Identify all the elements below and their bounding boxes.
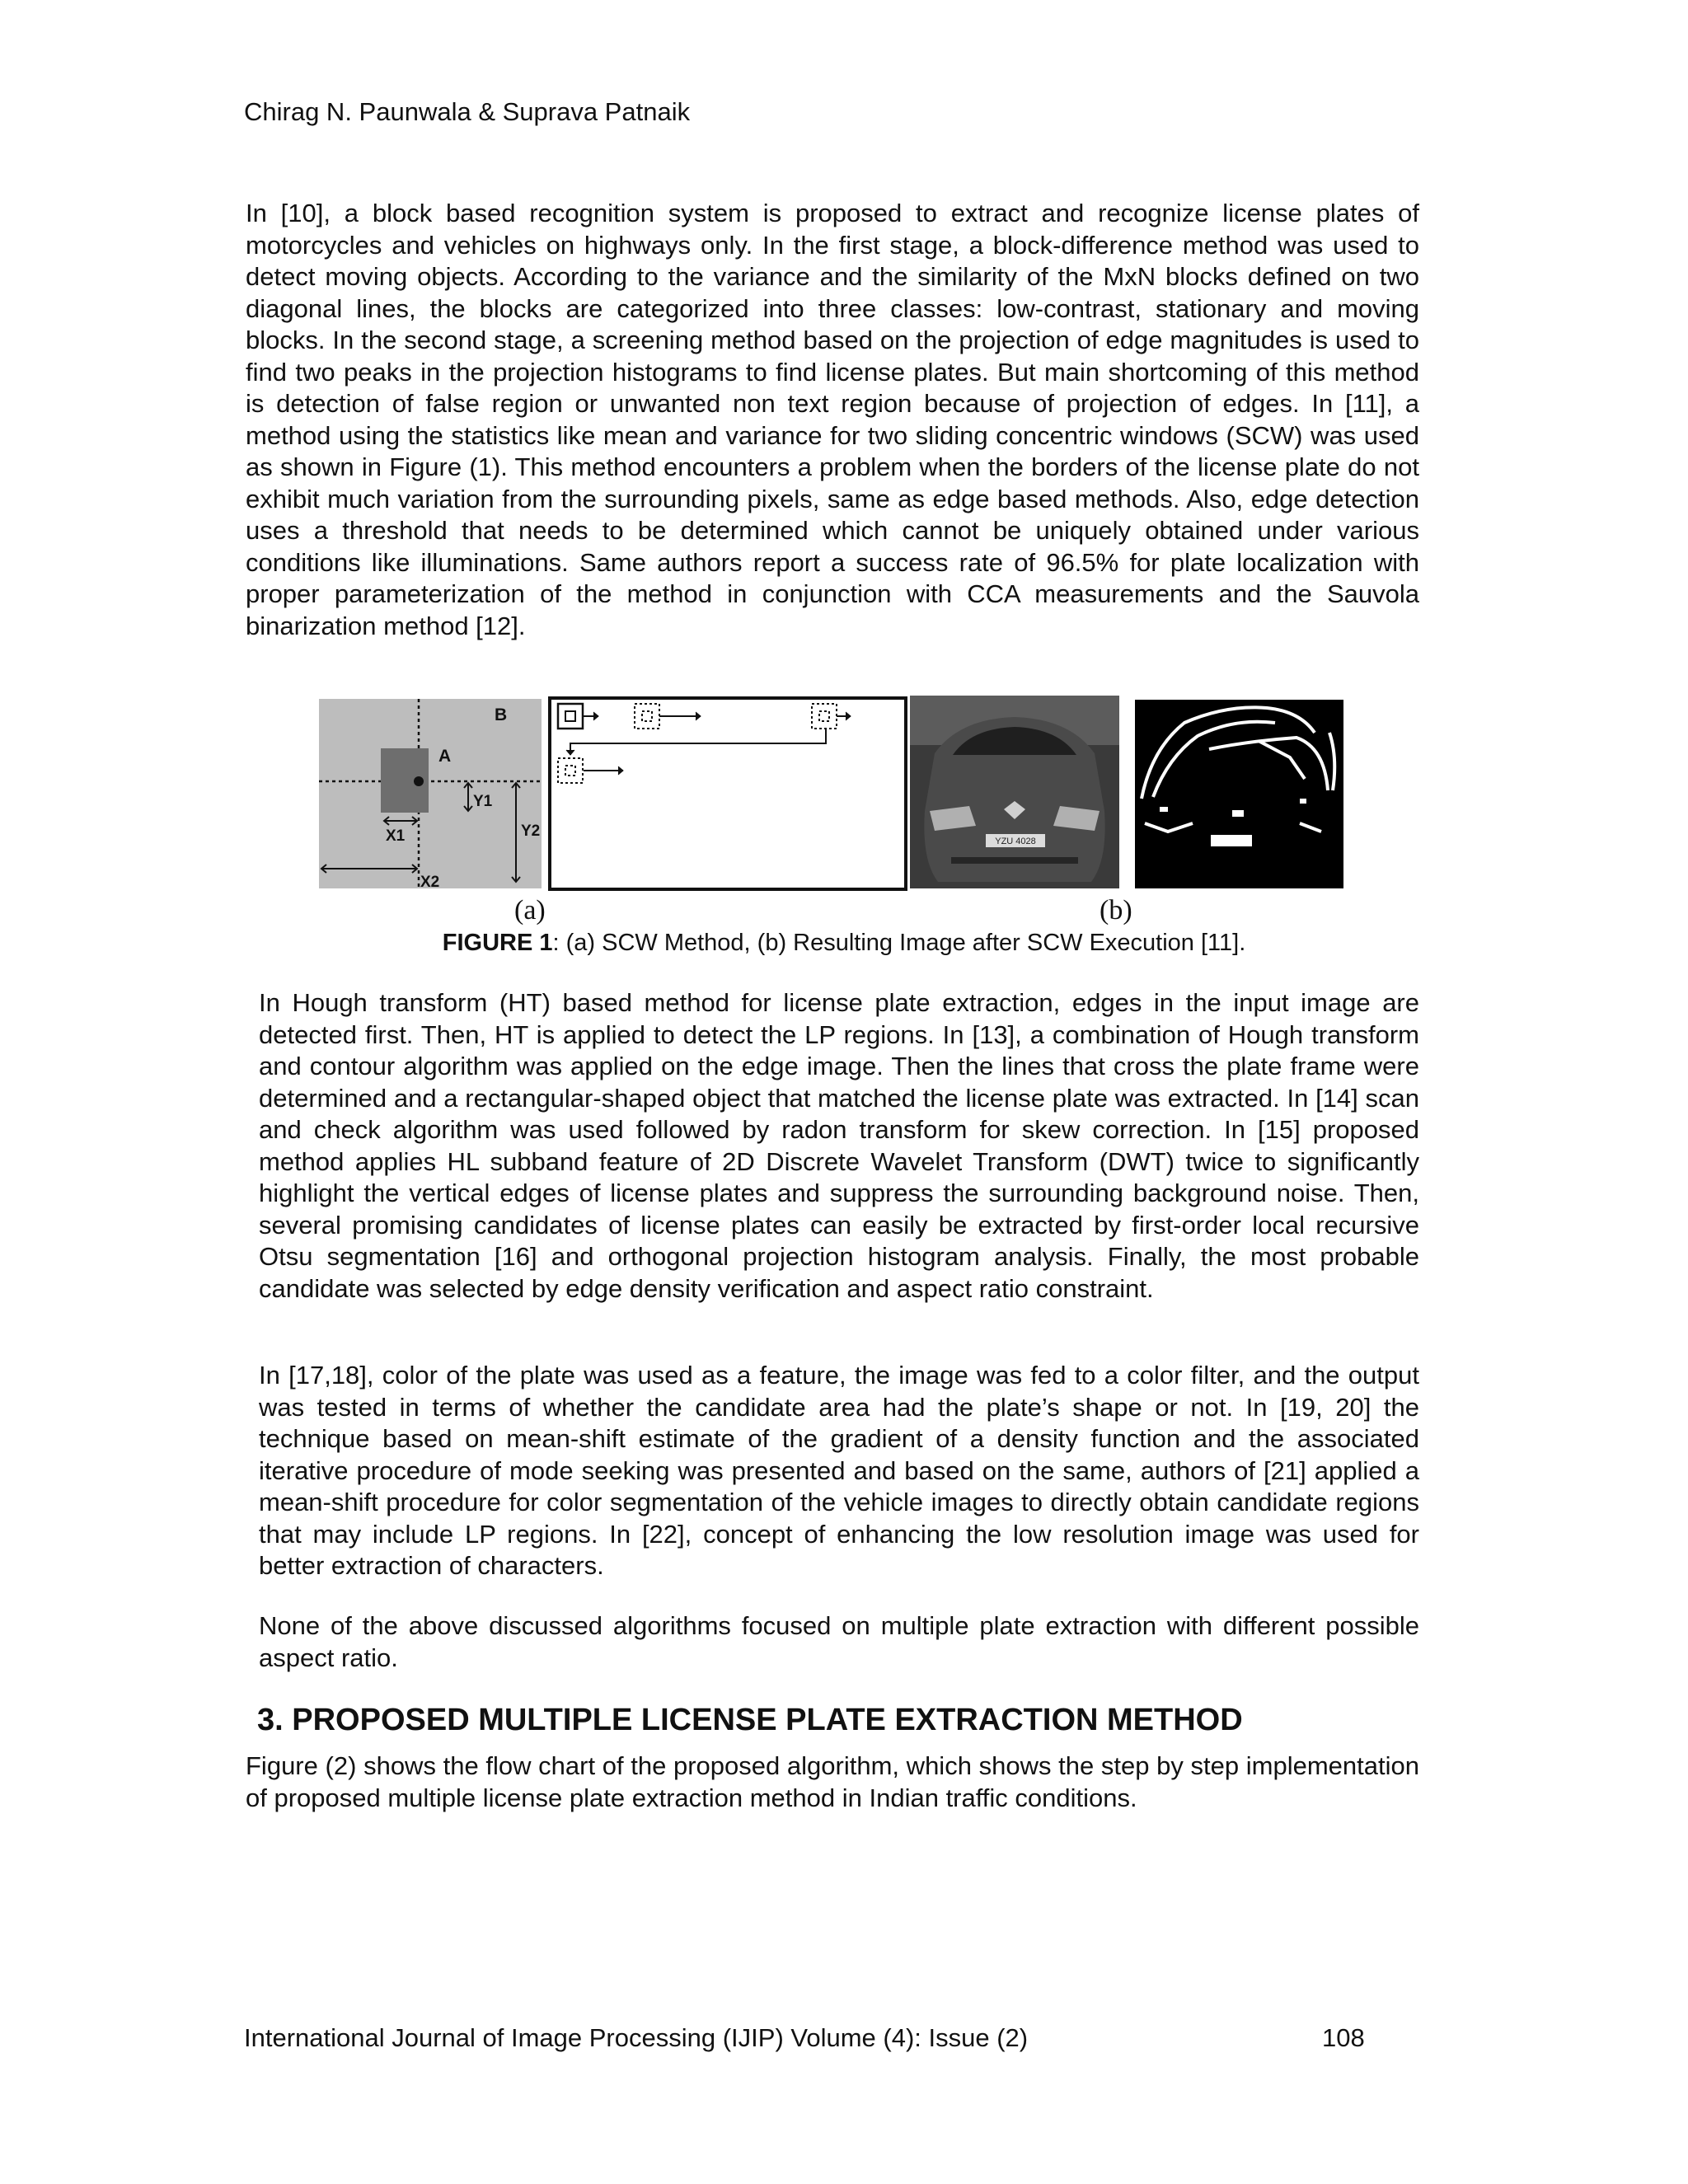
car-photo [910, 696, 1119, 888]
figure-label-a: (a) [514, 895, 546, 926]
footer-journal-name: International Journal of Image Processing (IJIP) Volume (4): Issue (2) [244, 2023, 1029, 2052]
figure-1 [315, 696, 1352, 893]
label-x2: X2 [420, 874, 440, 891]
paragraph-block-based-recognition: In [10], a block based recognition system is proposed to extract and recognize license plates of motorcycles and vehicles on highways only. In the first stage, a block-difference method was used to detect moving objects. According to the variance and the similarity of the MxN blocks defined on two diagonal lines, the blocks are categorized into three classes: low-contrast, stationary and moving blocks. In the second stage, a screening method based on the projection of edge magnitudes is used to find two peaks in the projection histograms to find license plates. But main shortcoming of this method is detection of false region or unwanted non text region because of projection of edges. In [11], a method using the statistics like mean and variance for two sliding concentric windows (SCW) was used as shown in Figure (1). This method encounters a problem when the borders of the license plate do not exhibit much variation from the surrounding pixels, same as edge based methods. Also, edge detection uses a threshold that needs to be determined which cannot be uniquely obtained under various conditions like illuminations. Same authors report a success rate of 96.5% for plate localization with proper parameterization of the method in conjunction with CCA measurements and the Sauvola binarization method [12]. [246, 199, 1419, 640]
figure-caption-text: : (a) SCW Method, (b) Resulting Image after SCW Execution [11]. [552, 930, 1246, 956]
footer-page-number: 108 [1322, 2023, 1365, 2052]
license-plate-text: YZU 4028 [995, 837, 1036, 846]
paragraph-proposed-method: Figure (2) shows the flow chart of the proposed algorithm, which shows the step by step implementation of proposed multiple license plate extraction method in Indian traffic conditions. [246, 1751, 1419, 1812]
label-a: A [438, 747, 452, 766]
scw-method-diagram [315, 696, 908, 893]
label-y1: Y1 [473, 793, 493, 810]
paragraph-hough-transform: In Hough transform (HT) based method for license plate extraction, edges in the input image are detected first. Then, HT is applied to detect the LP regions. In [13], a combination of Hough transform and contour algorithm was applied on the edge image. Then the lines that cross the plate frame were determined and a rectangular-shaped object that matched the license plate was extracted. In [14] scan and check algorithm was used followed by radon transform for skew correction. In [15] proposed method applies HL subband feature of 2D Discrete Wavelet Transform (DWT) twice to significantly highlight the vertical edges of license plates and suppress the surrounding background noise. Then, several promising candidates of license plates can easily be extracted by first-order local recursive Otsu segmentation [16] and orthogonal projection histogram analysis. Finally, the most probable candidate was selected by edge density verification and aspect ratio constraint. [259, 988, 1419, 1303]
section-heading: 3. PROPOSED MULTIPLE LICENSE PLATE EXTRACTION METHOD [257, 1703, 1243, 1737]
running-header-authors: Chirag N. Paunwala & Suprava Patnaik [244, 97, 691, 126]
label-y2: Y2 [521, 823, 541, 840]
figure-caption [0, 930, 1688, 957]
paragraph-color-based: In [17,18], color of the plate was used as a feature, the image was fed to a color filter, and the output was tested in terms of whether the candidate area had the plate’s shape or not. In [19, 20] the technique based on mean-shift estimate of the gradient of a density function and the associated iterative procedure of mode seeking was presented and based on the same, authors of [21] applied a mean-shift procedure for color segmentation of the vehicle images to directly obtain candidate regions that may include LP regions. In [22], concept of enhancing the low resolution image was used for better extraction of characters. [259, 1361, 1419, 1580]
scw-result-image [1135, 700, 1343, 888]
figure-label-b: (b) [1100, 895, 1132, 926]
paragraph-none-of-above: None of the above discussed algorithms focused on multiple plate extraction with different possible aspect ratio. [259, 1611, 1419, 1672]
label-x1: X1 [386, 827, 406, 845]
label-b: B [495, 705, 508, 724]
figure-caption-label: FIGURE 1 [442, 930, 553, 956]
